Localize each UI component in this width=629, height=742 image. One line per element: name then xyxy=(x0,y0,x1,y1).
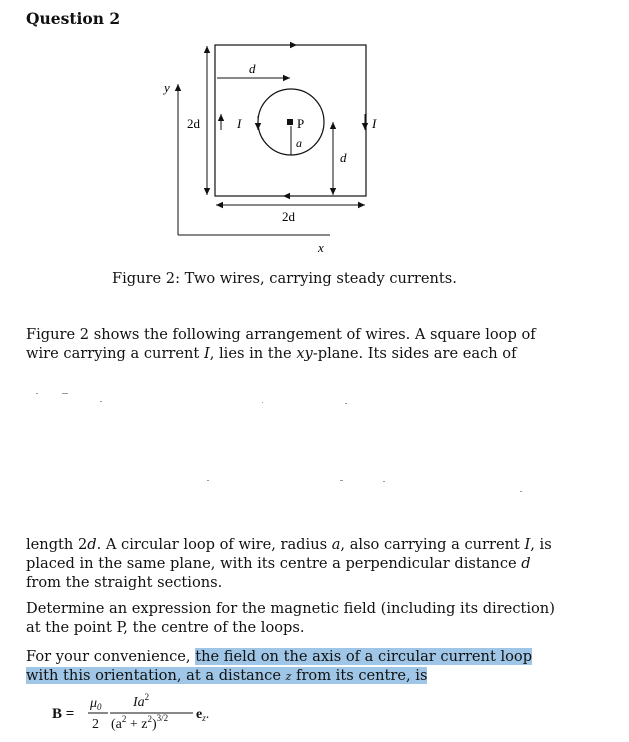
svg-text:B =: B = xyxy=(52,706,75,722)
svg-text:Ia2: Ia$^2$ xyxy=(133,692,150,710)
figure-caption: Figure 2: Two wires, carrying steady currents. xyxy=(112,270,457,287)
label-2d-left: 2d xyxy=(187,116,200,131)
svg-text:(a2 + z2)3/2: $(a^2 + z^2)^{3/2}$ xyxy=(111,713,169,732)
paragraph-4: For your convenience, the field on the axis of a circular current loop with this orientation, at a distance z from its centre, is xyxy=(26,648,533,684)
svg-text:μ0: $\mu_0$ xyxy=(90,696,102,712)
paragraph-3: Determine an expression for the magnetic field (including its direction) at the point P, the centre of the loops. xyxy=(26,600,555,636)
svg-text:ez.: $e_z$. xyxy=(196,707,210,723)
label-I-right: I xyxy=(372,116,377,131)
label-d-top: d xyxy=(249,61,256,76)
magnetic-field-formula xyxy=(50,690,270,735)
question-heading: Question 2 xyxy=(26,9,121,28)
paragraph-1: Figure 2 shows the following arrangement of wires. A square loop of wire carrying a current I, lies in the xy-plane. Its sides are each of xyxy=(26,326,536,362)
svg-text:2: 2 xyxy=(92,717,99,732)
label-I-left: I xyxy=(237,116,242,131)
highlighted-text-1: the field on the axis of a circular current loop xyxy=(195,648,533,665)
highlighted-text-2: with this orientation, at a distance z from its centre, is xyxy=(26,667,428,684)
label-a: a xyxy=(296,136,302,150)
label-d-right: d xyxy=(340,150,347,165)
wire-diagram xyxy=(0,30,629,270)
x-axis-label: x xyxy=(318,240,324,255)
label-2d-bottom: 2d xyxy=(282,209,295,224)
y-axis-label: y xyxy=(164,80,170,95)
paragraph-2: length 2d. A circular loop of wire, radius a, also carrying a current I, is placed in the same plane, with its centre a perpendicular distance d from the straight sections. xyxy=(26,536,552,591)
scan-artifacts xyxy=(0,380,629,500)
label-P: P xyxy=(297,116,305,131)
point-P xyxy=(287,119,293,125)
